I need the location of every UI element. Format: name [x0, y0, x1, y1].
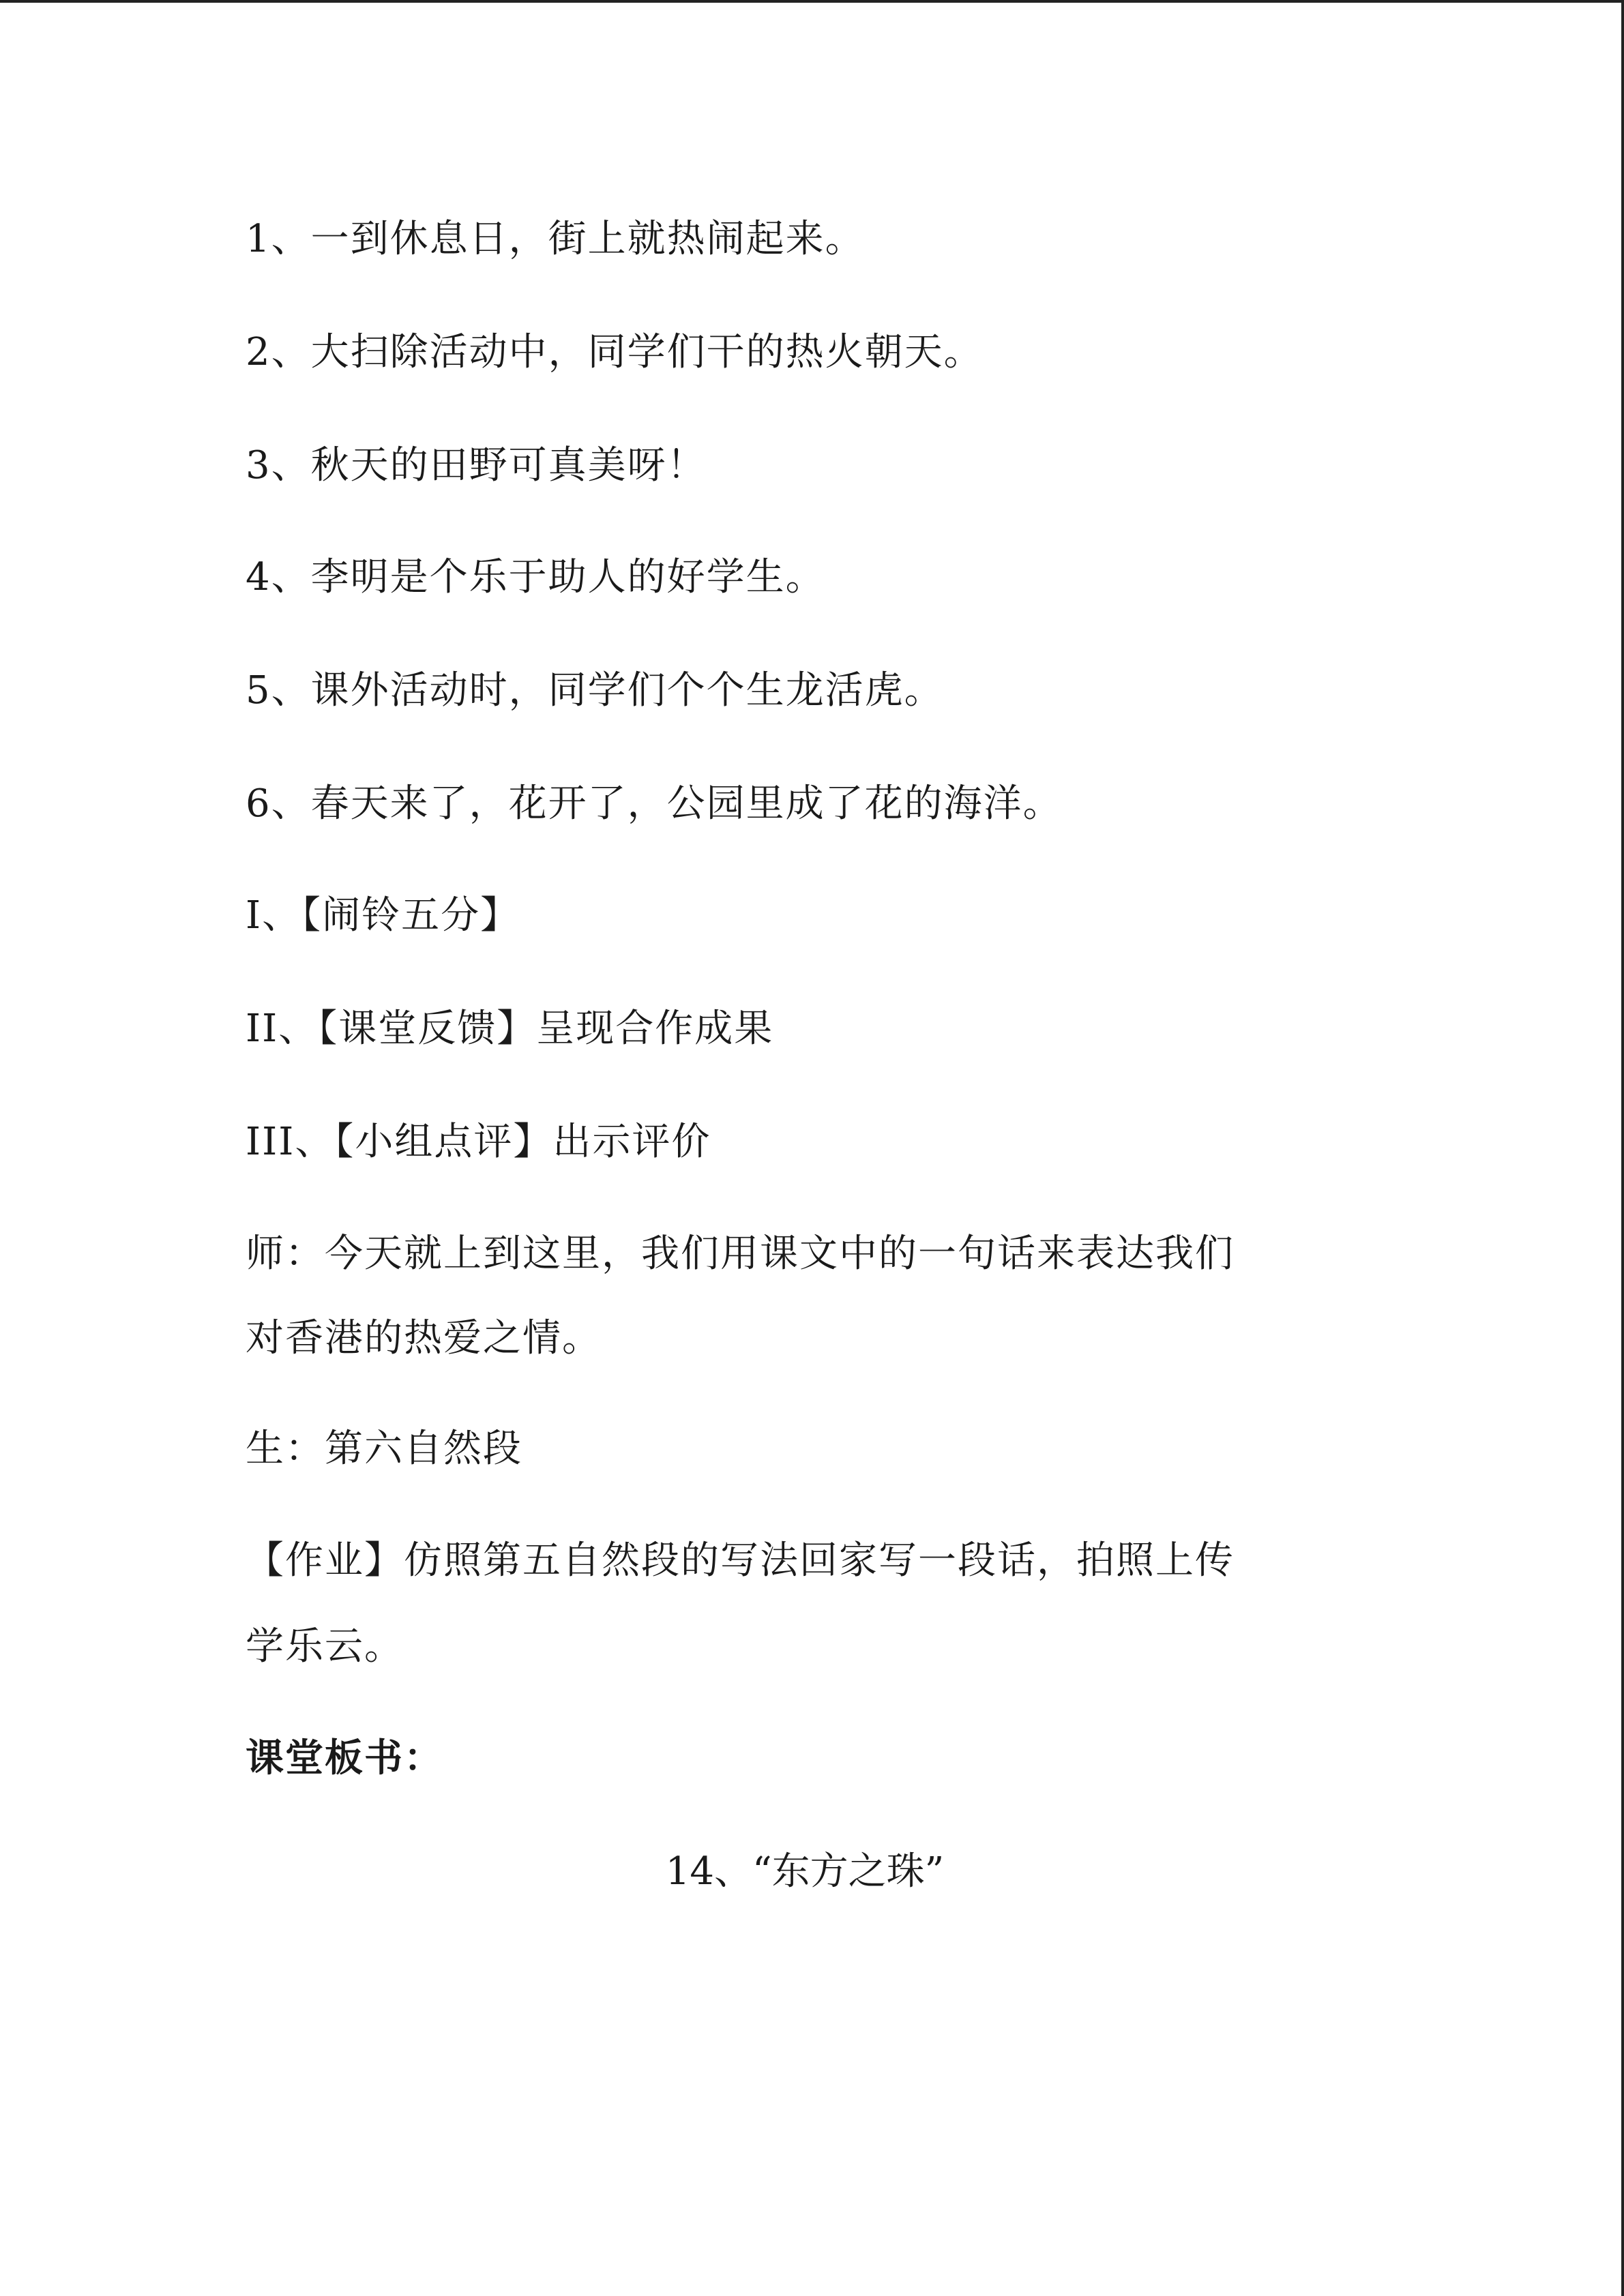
- page-right-border: [1621, 0, 1624, 2296]
- sentence-4: 4、李明是个乐于助人的好学生。: [246, 555, 825, 599]
- homework-line-2: 学乐云。: [246, 1624, 404, 1669]
- blackboard-heading: 课堂板书：: [246, 1736, 443, 1780]
- step-i: I、【闹铃五分】: [246, 893, 520, 938]
- sentence-6: 6、春天来了，花开了，公园里成了花的海洋。: [246, 781, 1063, 826]
- sentence-5: 5、课外活动时，同学们个个生龙活虎。: [246, 668, 944, 713]
- homework-line-1: 【作业】仿照第五自然段的写法回家写一段话，拍照上传: [246, 1538, 1235, 1583]
- sentence-3: 3、秋天的田野可真美呀！: [246, 443, 707, 488]
- page-top-border: [0, 0, 1624, 3]
- step-iii: III、【小组点评】出示评价: [246, 1120, 711, 1164]
- step-ii: II、【课堂反馈】呈现合作成果: [246, 1007, 774, 1051]
- blackboard-title: 14、“东方之珠”: [665, 1849, 945, 1894]
- teacher-line-1: 师：今天就上到这里，我们用课文中的一句话来表达我们: [246, 1232, 1235, 1276]
- sentence-1: 1、一到休息日，街上就热闹起来。: [246, 217, 865, 261]
- teacher-line-2: 对香港的热爱之情。: [246, 1316, 602, 1360]
- sentence-2: 2、大扫除活动中，同学们干的热火朝天。: [246, 330, 984, 374]
- student-line: 生：第六自然段: [246, 1427, 522, 1471]
